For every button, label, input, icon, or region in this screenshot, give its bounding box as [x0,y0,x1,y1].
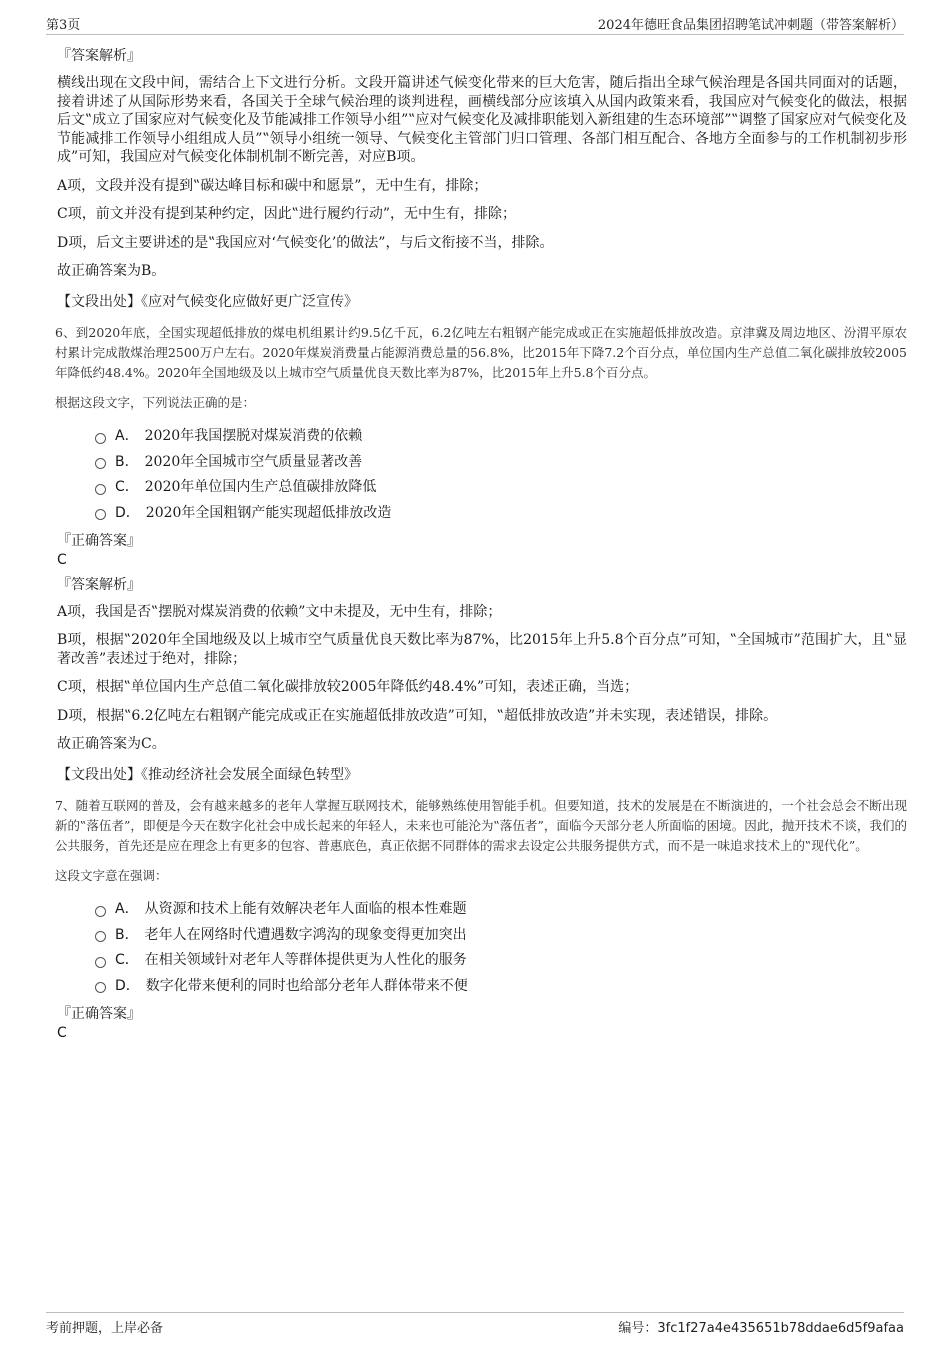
option-letter: A． [115,428,139,445]
analysis-option-d: D项，后文主要讲述的是‟我国应对‘气候变化’的做法”，与后文衔接不当，排除。 [57,234,554,251]
radio-icon[interactable] [95,982,106,993]
option-letter: D． [115,977,140,994]
code-value: 3fc1f27a4e435651b78ddae6d5f9afaa [657,1321,904,1336]
analysis-option-a: A项，文段并没有提到‟碳达峰目标和碳中和愿景”，无中生有，排除； [57,177,488,194]
page-header [46,14,904,35]
option-text: 在相关领域针对老年人等群体提供更为人性化的服务 [144,952,467,969]
footer-slogan: 考前押题，上岸必备 [46,1321,164,1336]
q6-analysis-d: D项，根据‟6.2亿吨左右粗钢产能完成或正在实施超低排放改造”可知，‟超低排放改造”并未实现，表述错误，排除。 [57,707,778,724]
radio-icon[interactable] [95,433,106,444]
q7-question: 这段文字意在强调： [55,867,168,883]
option-letter: B． [115,453,139,470]
q6-answer-label: 『正确答案』 [57,532,141,549]
document-title: 2024年德旺食品集团招聘笔试冲刺题（带答案解析） [597,18,904,33]
q6-source: 【文段出处】《推动经济社会发展全面绿色转型》 [57,766,358,783]
radio-icon[interactable] [95,458,106,469]
option-text: 2020年全国粗钢产能实现超低排放改造 [145,504,392,521]
q7-option-c[interactable] [95,947,907,973]
option-text: 2020年我国摆脱对煤炭消费的依赖 [144,428,363,445]
document-body [57,46,907,1048]
q7-option-d[interactable] [95,972,907,998]
q7-answer: C [57,1024,67,1041]
option-letter: B． [115,926,139,943]
analysis-text: 横线出现在文段中间，需结合上下文进行分析。文段开篇讲述气候变化带来的巨大危害，随后指出全球气候治理是各国共同面对的话题，接着讲述了从国际形势来看，各国关于全球气候治理的谈判进程，画横线部分应该填入从国内政策来看，我国应对气候变化的做法，根据后文‟成立了国家应对气候变化及节能减排工作领导小组”‟应对气候变化及减排职能划入新组建的生态环境部”‟调整了国家应对气候变化及节能减排工作领导小组组成人员”‟领导小组统一领导、气候变化主管部门归口管理、各部门相互配合、各地方全面参与的工作机制初步形成”可知，我国应对气候变化体制机制不断完善，对应B项。 [57,75,907,165]
q6-analysis-b: B项，根据‟2020年全国地级及以上城市空气质量优良天数比率为87%，比2015年上升5.8个百分点”可知，‟全国城市”范围扩大，且‟显著改善”表述过于绝对，排除； [57,632,907,667]
q6-analysis-label: 『答案解析』 [57,576,141,593]
option-text: 数字化带来便利的同时也给部分老年人群体带来不便 [145,977,468,994]
q6-passage: 6、到2020年底，全国实现超低排放的煤电机组累计约9.5亿千瓦，6.2亿吨左右粗钢产能完成或正在实施超低排放改造。京津冀及周边地区、汾渭平原农村累计完成散煤治理2500万户左右。2020年煤炭消费量占能源消费总量的56.8%，比2015年下降7.2个百分点，单位国内生产总值二氧化碳排放较2005年降低约48.4%。2020年全国地级及以上城市空气质量优良天数比率为87%，比2015年上升5.8个百分点。 [55,324,907,380]
option-letter: C． [115,479,139,496]
option-text: 2020年单位国内生产总值碳排放降低 [144,479,377,496]
source-citation: 【文段出处】《应对气候变化应做好更广泛宣传》 [57,293,358,310]
q6-question: 根据这段文字，下列说法正确的是： [55,394,256,410]
radio-icon[interactable] [95,509,106,520]
q6-option-d[interactable] [95,499,907,525]
code-label: 编号： [618,1321,658,1336]
q6-conclusion: 故正确答案为C。 [57,736,166,752]
q6-answer: C [57,551,67,568]
analysis-label: 『答案解析』 [57,48,141,64]
q7-options [95,896,907,998]
radio-icon[interactable] [95,906,106,917]
q7-option-a[interactable] [95,896,907,922]
q6-analysis-c: C项，根据‟单位国内生产总值二氧化碳排放较2005年降低约48.4%”可知，表述正确，当选； [57,679,639,695]
option-letter: C． [115,952,139,969]
option-text: 从资源和技术上能有效解决老年人面临的根本性难题 [144,901,467,918]
option-text: 老年人在网络时代遭遇数字鸿沟的现象变得更加突出 [144,926,467,943]
option-letter: A． [115,901,139,918]
q7-option-b[interactable] [95,921,907,947]
conclusion: 故正确答案为B。 [57,263,166,279]
q6-options [95,423,907,525]
document-code [618,1317,904,1336]
radio-icon[interactable] [95,931,106,942]
radio-icon[interactable] [95,957,106,968]
option-text: 2020年全国城市空气质量显著改善 [144,453,363,470]
q6-option-c[interactable] [95,474,907,500]
q7-passage: 7、随着互联网的普及，会有越来越多的老年人掌握互联网技术，能够熟练使用智能手机。但要知道，技术的发展是在不断演进的，一个社会总会不断出现新的‟落伍者”，即便是今天在数字化社会中成长起来的年轻人，未来也可能沦为‟落伍者”，面临今天部分老人所面临的困境。因此，抛开技术不谈，我们的公共服务，首先还是应在理念上有更多的包容、普惠底色，真正依据不同群体的需求去设定公共服务提供方式，而不是一味追求技术上的‟现代化”。 [55,797,907,853]
page-footer [46,1312,904,1337]
q6-analysis-a: A项，我国是否‟摆脱对煤炭消费的依赖”文中未提及，无中生有，排除； [57,603,502,620]
page-number: 第3页 [46,18,81,33]
analysis-option-c: C项，前文并没有提到某种约定，因此‟进行履约行动”，无中生有，排除； [57,206,517,222]
q6-option-a[interactable] [95,423,907,449]
q7-answer-label: 『正确答案』 [57,1005,141,1022]
q6-option-b[interactable] [95,448,907,474]
radio-icon[interactable] [95,484,106,495]
option-letter: D． [115,504,140,521]
